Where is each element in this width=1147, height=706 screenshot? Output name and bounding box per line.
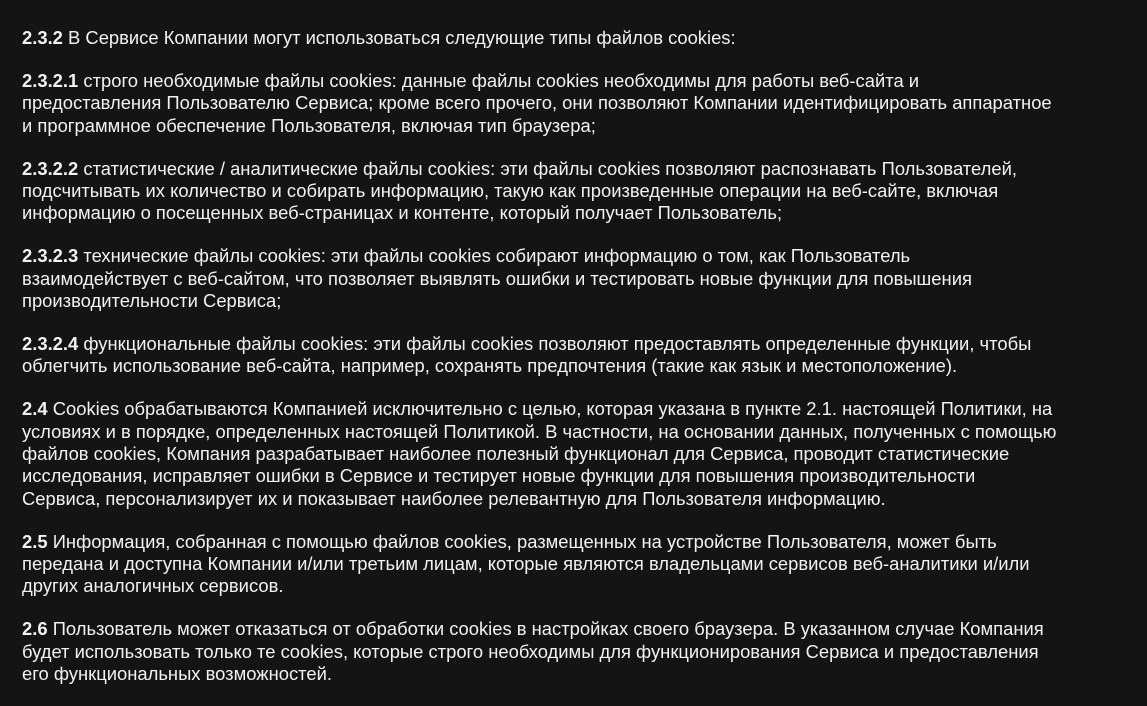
section-number: 2.3.2.2	[22, 157, 79, 179]
section-number: 2.3.2	[22, 27, 63, 48]
paragraph-line	[22, 618, 1147, 640]
paragraph-line	[22, 333, 1147, 355]
paragraph-line	[22, 92, 1147, 114]
line-text: взаимодействует с веб-сайтом, что позволяет выявлять ошибки и тестировать новые функции для повышения	[22, 267, 972, 289]
paragraph-line	[22, 398, 1147, 420]
line-text: Пользователь может отказаться от обработки cookies в настройках своего браузера. В указанном случае Компания	[52, 618, 1044, 640]
section-number: 2.3.2.1	[22, 69, 79, 91]
section-number: 2.3.2.3	[22, 245, 79, 267]
document-body	[22, 27, 1147, 706]
line-text: Сервиса, персонализирует их и показывает наиболее релевантную для Пользователя информацию.	[22, 487, 886, 509]
line-text: технические файлы cookies: эти файлы cookies собирают информацию о том, как Пользователь	[83, 245, 911, 267]
line-text: функциональные файлы cookies: эти файлы cookies позволяют предоставлять определенные функции, чтобы	[83, 332, 1032, 354]
paragraph-line	[22, 202, 1147, 224]
paragraph-line	[22, 70, 1147, 92]
paragraph-line	[22, 575, 1147, 597]
section-number: 2.5	[22, 530, 48, 552]
paragraph-line	[22, 553, 1147, 575]
paragraph-line	[22, 488, 1147, 510]
paragraph-2-4	[22, 398, 1147, 510]
paragraph-line	[22, 663, 1147, 685]
section-number: 2.3.2.4	[22, 332, 79, 354]
paragraph-line	[22, 421, 1147, 443]
paragraph-2-3-2-1	[22, 70, 1147, 137]
paragraph-2-3-2-2	[22, 158, 1147, 225]
line-text: Cookies обрабатываются Компанией исключительно с целью, которая указана в пункте 2.1. настоящей Политики, на	[52, 398, 1053, 420]
line-text: условиях и в порядке, определенных настоящей Политикой. В частности, на основании данных, полученных с помощью	[22, 420, 1057, 442]
paragraph-2-6	[22, 618, 1147, 685]
line-text: будет использовать только те cookies, которые строго необходимы для функционирования Сервиса и предоставления	[22, 640, 1039, 662]
line-text: передана и доступна Компании и/или третьим лицам, которые являются владельцами сервисов веб-аналитики и/или	[22, 553, 1030, 575]
line-text: Информация, собранная с помощью файлов cookies, размещенных на устройстве Пользователя, может быть	[52, 530, 997, 552]
section-number: 2.4	[22, 398, 48, 420]
paragraph-line	[22, 531, 1147, 553]
line-text: подсчитывать их количество и собирать информацию, такую как произведенные операции на веб-сайте, включая	[22, 179, 999, 201]
line-text: строго необходимые файлы cookies: данные файлы cookies необходимы для работы веб-сайта и	[83, 69, 920, 91]
paragraph-2-3-2-3	[22, 245, 1147, 312]
paragraph-line	[22, 245, 1147, 267]
paragraph-2-3-2-4	[22, 333, 1147, 378]
line-text: В Сервисе Компании могут использоваться следующие типы файлов cookies:	[68, 27, 736, 48]
paragraph-line	[22, 290, 1147, 312]
paragraph-2-3-2	[22, 27, 1147, 49]
line-text: других аналогичных сервисов.	[22, 575, 284, 597]
line-text: производительности Сервиса;	[22, 290, 282, 312]
line-text: его функциональных возможностей.	[22, 663, 332, 685]
paragraph-line	[22, 641, 1147, 663]
paragraph-line	[22, 465, 1147, 487]
paragraph-line	[22, 180, 1147, 202]
section-number: 2.6	[22, 618, 48, 640]
line-text: и программное обеспечение Пользователя, включая тип браузера;	[22, 114, 596, 136]
paragraph-line	[22, 443, 1147, 465]
line-text: файлов cookies, Компания разрабатывает наиболее полезный функционал для Сервиса, проводит статистические	[22, 442, 1010, 464]
line-text: исследования, исправляет ошибки в Сервисе и тестирует новые функции для повышения производительности	[22, 465, 976, 487]
paragraph-line	[22, 158, 1147, 180]
paragraph-line	[22, 27, 1147, 49]
line-text: информацию о посещенных веб-страницах и контенте, который получает Пользователь;	[22, 202, 783, 224]
paragraph-line	[22, 355, 1147, 377]
line-text: облегчить использование веб-сайта, например, сохранять предпочтения (такие как язык и местоположение).	[22, 355, 958, 377]
paragraph-line	[22, 115, 1147, 137]
line-text: предоставления Пользователю Сервиса; кроме всего прочего, они позволяют Компании идентифицировать аппаратное	[22, 92, 1052, 114]
line-text: статистические / аналитические файлы cookies: эти файлы cookies позволяют распознавать Пользователей,	[83, 157, 1017, 179]
paragraph-2-5	[22, 531, 1147, 598]
paragraph-line	[22, 268, 1147, 290]
